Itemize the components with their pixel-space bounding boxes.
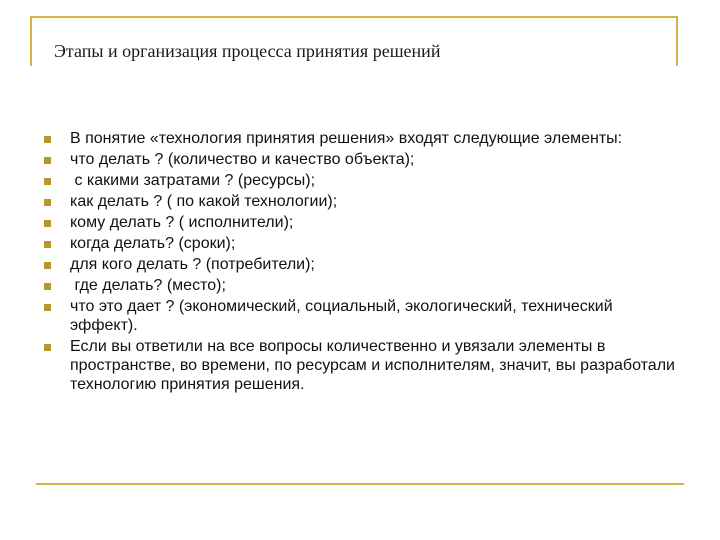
bullet-text: что это дает ? (экономический, социальный, экологический, технический эффект). xyxy=(70,298,618,334)
bullet-text: Если вы ответили на все вопросы количественно и увязали элементы в пространстве, во времени, по ресурсам и исполнителям, значит, вы разработали технологию принятия решения. xyxy=(70,338,680,393)
bullet-item xyxy=(44,296,684,336)
square-bullet-icon xyxy=(44,283,51,290)
slide-title: Этапы и организация процесса принятия решений xyxy=(54,41,441,61)
frame-top-line xyxy=(30,16,678,18)
bullet-text: кому делать ? ( исполнители); xyxy=(70,214,294,231)
bullet-item xyxy=(44,275,684,296)
bullet-item xyxy=(44,170,684,191)
square-bullet-icon xyxy=(44,241,51,248)
square-bullet-icon xyxy=(44,157,51,164)
bullet-item xyxy=(44,254,684,275)
bullet-item xyxy=(44,336,684,395)
bullet-text: что делать ? (количество и качество объекта); xyxy=(70,151,415,168)
bullet-text: для кого делать ? (потребители); xyxy=(70,256,315,273)
square-bullet-icon xyxy=(44,199,51,206)
bullet-text: где делать? (место); xyxy=(70,277,226,294)
bullet-item xyxy=(44,191,684,212)
bullet-text: когда делать? (сроки); xyxy=(70,235,236,252)
square-bullet-icon xyxy=(44,178,51,185)
square-bullet-icon xyxy=(44,262,51,269)
square-bullet-icon xyxy=(44,344,51,351)
bullet-item xyxy=(44,128,684,149)
bullet-item xyxy=(44,149,684,170)
square-bullet-icon xyxy=(44,220,51,227)
bullet-list xyxy=(44,128,684,395)
square-bullet-icon xyxy=(44,136,51,143)
frame-left-line xyxy=(30,16,32,66)
bullet-item xyxy=(44,212,684,233)
square-bullet-icon xyxy=(44,304,51,311)
bullet-text: как делать ? ( по какой технологии); xyxy=(70,193,338,210)
frame-right-line xyxy=(676,16,678,66)
bullet-item xyxy=(44,233,684,254)
bullet-text: с какими затратами ? (ресурсы); xyxy=(70,172,316,189)
frame-bottom-line xyxy=(36,483,684,485)
bullet-text: В понятие «технология принятия решения» входят следующие элементы: xyxy=(70,130,623,147)
